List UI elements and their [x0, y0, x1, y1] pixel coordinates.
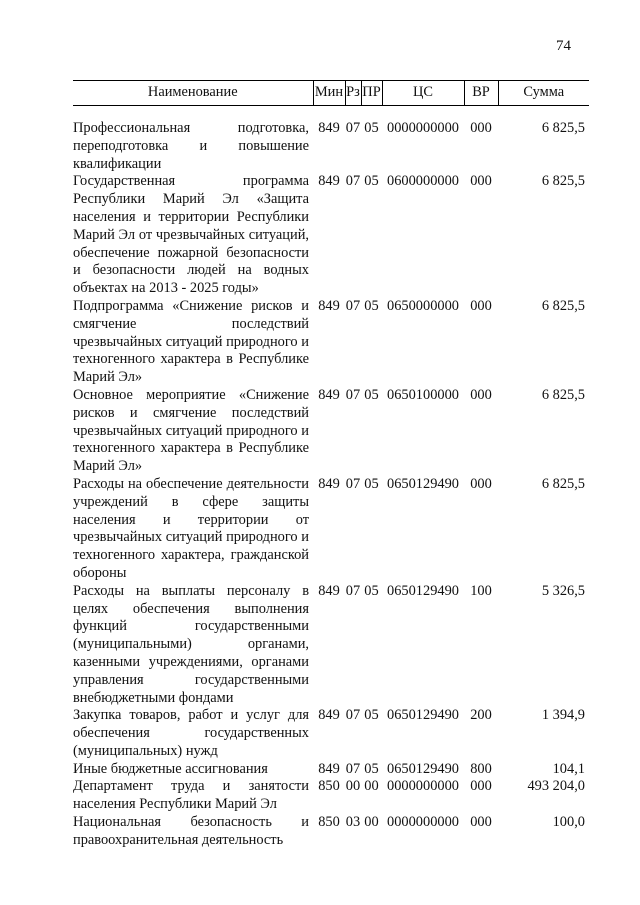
- row-rz: 07: [345, 297, 361, 314]
- row-sum: 6 825,5: [541, 386, 585, 403]
- row-pr: 05: [364, 582, 379, 599]
- page-number: 74: [556, 38, 571, 54]
- row-cs: 0650129490: [387, 475, 459, 492]
- row-rz: 00: [345, 778, 361, 795]
- row-rz: 07: [345, 582, 361, 599]
- row-sum: 100,0: [552, 814, 585, 831]
- header-vr: ВР: [464, 81, 498, 106]
- row-sum: 6 825,5: [541, 120, 585, 136]
- table-row: [73, 387, 589, 476]
- row-name: Основное мероприятие «Снижение рисков и смягчение последствий чрезвычайных ситуаций природного и техногенного характера в Республике Марий Эл»: [73, 386, 309, 475]
- row-rz: 07: [345, 475, 361, 492]
- row-min: 849: [318, 707, 340, 724]
- row-pr: 05: [364, 173, 379, 190]
- table-row: [73, 120, 589, 173]
- table-row: [73, 707, 589, 760]
- row-cs: 0650129490: [387, 707, 459, 724]
- row-vr: 000: [470, 297, 492, 314]
- row-pr: 05: [364, 475, 379, 492]
- header-cs: ЦС: [382, 81, 464, 106]
- row-cs: 0650100000: [387, 386, 459, 403]
- row-name: Подпрограмма «Снижение рисков и смягчение последствий чрезвычайных ситуаций природного и техногенного характера в Республике Марий Эл»: [73, 297, 309, 386]
- row-cs: 0650129490: [387, 582, 459, 599]
- row-pr: 05: [364, 297, 379, 314]
- row-vr: 000: [470, 120, 492, 136]
- row-sum: 1 394,9: [541, 707, 585, 724]
- row-sum: 104,1: [552, 760, 585, 777]
- table-row: [73, 173, 589, 298]
- table-row: [73, 583, 589, 708]
- row-min: 849: [318, 760, 340, 777]
- row-min: 850: [318, 814, 340, 831]
- header-name: Наименование: [73, 81, 313, 106]
- row-vr: 000: [470, 386, 492, 403]
- budget-table: [73, 80, 589, 850]
- row-name: Закупка товаров, работ и услуг для обеспечения государственных (муниципальных) нужд: [73, 707, 309, 759]
- row-min: 849: [318, 475, 340, 492]
- header-sum: Сумма: [498, 81, 589, 106]
- row-cs: 0650129490: [387, 760, 459, 777]
- row-name: Расходы на обеспечение деятельности учреждений в сфере защиты населения и территории от чрезвычайных ситуаций природного и техногенного характера, гражданской обороны: [73, 475, 309, 581]
- row-pr: 00: [364, 778, 379, 795]
- row-vr: 000: [470, 173, 492, 190]
- row-cs: 0000000000: [387, 814, 459, 831]
- row-cs: 0000000000: [387, 120, 459, 136]
- table-row: [73, 476, 589, 583]
- header-pr: ПР: [361, 81, 382, 106]
- row-sum: 493 204,0: [527, 778, 585, 795]
- table-row: [73, 814, 589, 850]
- header-min: Мин: [313, 81, 345, 106]
- row-min: 849: [318, 386, 340, 403]
- row-rz: 07: [345, 120, 361, 136]
- row-sum: 6 825,5: [541, 297, 585, 314]
- row-vr: 000: [470, 778, 492, 795]
- row-rz: 07: [345, 707, 361, 724]
- row-min: 850: [318, 778, 340, 795]
- row-vr: 200: [470, 707, 492, 724]
- row-min: 849: [318, 297, 340, 314]
- row-name: Департамент труда и занятости населения Республики Марий Эл: [73, 778, 309, 813]
- row-vr: 000: [470, 814, 492, 831]
- row-rz: 07: [345, 760, 361, 777]
- row-min: 849: [318, 120, 340, 136]
- row-rz: 07: [345, 386, 361, 403]
- row-pr: 05: [364, 707, 379, 724]
- table-row: [73, 298, 589, 387]
- row-sum: 6 825,5: [541, 173, 585, 190]
- row-name: Профессиональная подготовка, переподготовка и повышение квалификации: [73, 120, 309, 172]
- row-cs: 0600000000: [387, 173, 459, 190]
- row-rz: 03: [345, 814, 361, 831]
- table-row: [73, 761, 589, 779]
- row-name: Иные бюджетные ассигнования: [73, 760, 268, 777]
- row-pr: 05: [364, 760, 379, 777]
- row-sum: 5 326,5: [541, 582, 585, 599]
- row-cs: 0000000000: [387, 778, 459, 795]
- row-vr: 000: [470, 475, 492, 492]
- row-cs: 0650000000: [387, 297, 459, 314]
- row-vr: 800: [470, 760, 492, 777]
- row-rz: 07: [345, 173, 361, 190]
- row-pr: 00: [364, 814, 379, 831]
- row-name: Государственная программа Республики Марий Эл «Защита населения и территории Республики Марий Эл от чрезвычайных ситуаций, обеспечение пожарной безопасности и безопасности людей на водных объектах на 2013 - 2025 годы»: [73, 173, 309, 297]
- row-sum: 6 825,5: [541, 475, 585, 492]
- row-name: Расходы на выплаты персоналу в целях обеспечения выполнения функций государственными (муниципальными) органами, казенными учреждениями, органами управления государственными внебюджетными фондами: [73, 582, 309, 706]
- row-pr: 05: [364, 386, 379, 403]
- row-pr: 05: [364, 120, 379, 136]
- header-row: [73, 81, 589, 106]
- row-vr: 100: [470, 582, 492, 599]
- row-min: 849: [318, 582, 340, 599]
- row-name: Национальная безопасность и правоохранительная деятельность: [73, 814, 309, 848]
- table-row: [73, 778, 589, 814]
- row-min: 849: [318, 173, 340, 190]
- header-rz: Рз: [345, 81, 361, 106]
